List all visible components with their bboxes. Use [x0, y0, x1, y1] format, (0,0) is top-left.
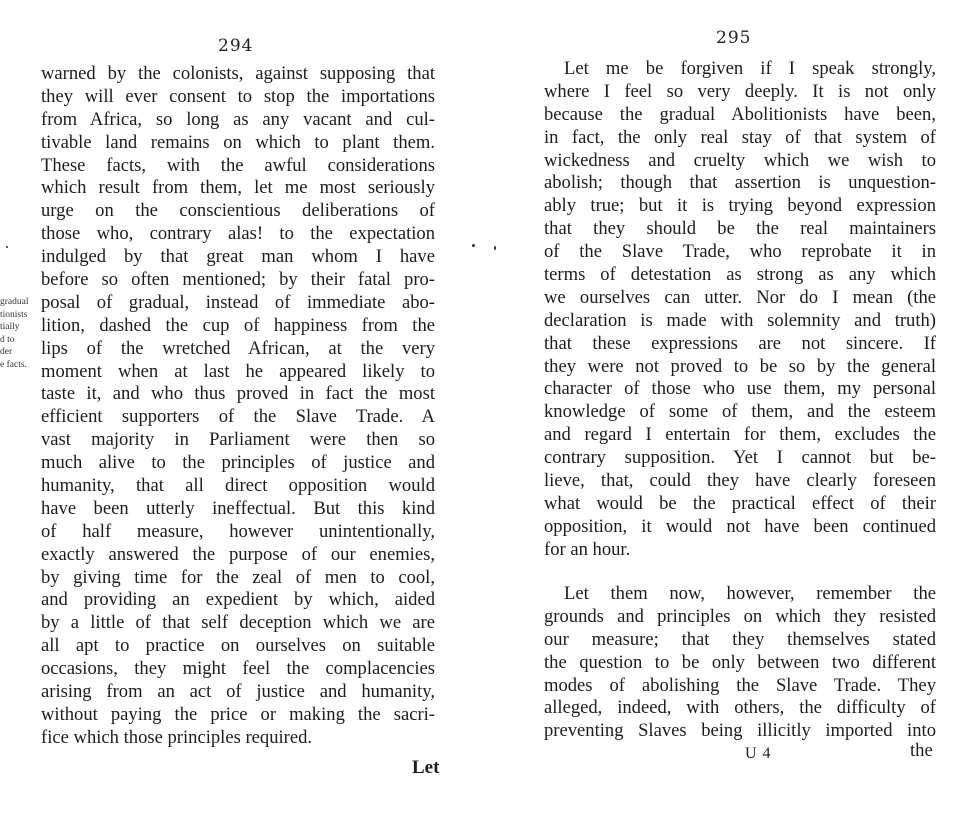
text-line: humanity, that all direct opposition would — [41, 475, 435, 497]
text-line: all apt to practice on ourselves on suitable — [41, 635, 435, 657]
text-line: preventing Slaves being illicitly imported into — [544, 720, 936, 742]
text-line: where I feel so very deeply. It is not only — [544, 80, 936, 102]
text-line: they will ever consent to stop the importations — [41, 85, 435, 107]
text-line: in fact, the only real stay of that system of — [544, 126, 936, 148]
margin-note-line: gradual — [0, 297, 29, 307]
text-line: warned by the colonists, against supposing that — [41, 63, 435, 84]
text-line: efficient supporters of the Slave Trade. A — [41, 406, 435, 428]
margin-note-line: d to — [0, 334, 15, 345]
text-line: have been utterly ineffectual. But this kind — [41, 497, 435, 519]
text-line: lieve, that, could they have clearly foreseen — [544, 470, 936, 492]
text-line: the question to be only between two different — [544, 651, 936, 673]
left-page-number: 294 — [218, 36, 254, 56]
text-line: arising from an act of justice and humanity, — [41, 681, 435, 703]
text-line: lition, dashed the cup of happiness from the — [41, 314, 435, 336]
text-line: indulged by that great man whom I have — [41, 246, 435, 268]
text-line: lips of the wretched African, at the very — [41, 337, 435, 359]
text-line: alleged, indeed, with others, the difficulty of — [544, 697, 936, 719]
margin-note-line: tially — [0, 322, 20, 332]
text-line: moment when at last he appeared likely to — [41, 360, 435, 382]
text-line: our measure; that they themselves stated — [544, 628, 936, 650]
text-line: taste it, and who thus proved in fact the most — [41, 383, 435, 405]
text-line: modes of abolishing the Slave Trade. They — [544, 674, 936, 696]
text-line: and providing an expedient by which, aided — [41, 589, 435, 611]
text-line: because the gradual Abolitionists have been, — [544, 103, 936, 125]
text-line: grounds and principles on which they resisted — [544, 605, 936, 627]
text-line: and regard I entertain for them, excludes the — [544, 424, 936, 446]
text-line: before so often mentioned; by their fatal pro- — [41, 269, 435, 291]
right-page-number: 295 — [716, 28, 752, 48]
text-line: terms of detestation as strong as any which — [544, 264, 936, 286]
right-paragraph-2 — [544, 583, 936, 743]
text-line: tivable land remains on which to plant them. — [41, 131, 435, 153]
text-line: wickedness and cruelty which we wish to — [544, 149, 936, 171]
text-line: we ourselves can utter. Nor do I mean (the — [544, 286, 936, 308]
right-paragraph-1 — [544, 58, 936, 562]
text-line: of the Slave Trade, who reprobate it in — [544, 241, 936, 263]
margin-note-line: tionists — [0, 309, 28, 320]
text-line: without paying the price or making the sacri- — [41, 703, 435, 725]
text-line: knowledge of some of them, and the esteem — [544, 401, 936, 423]
text-line: fice which those principles required. — [41, 726, 313, 748]
right-catchword: the — [910, 740, 933, 761]
text-line: declaration is made with solemnity and truth) — [544, 309, 936, 331]
text-line: of half measure, however unintentionally, — [41, 520, 435, 542]
text-line: vast majority in Parliament were then so — [41, 429, 435, 451]
text-line: much alive to the principles of justice and — [41, 452, 435, 474]
text-line: Let me be forgiven if I speak strongly, — [564, 58, 936, 79]
margin-note-line: der — [0, 347, 13, 357]
text-line: they were not proved to be so by the general — [544, 355, 936, 377]
text-line: character of those who use them, my personal — [544, 378, 936, 400]
margin-note-line: e facts. — [0, 359, 27, 370]
text-line: These facts, with the awful considerations — [41, 154, 435, 176]
text-line: exactly answered the purpose of our enemies, — [41, 543, 435, 565]
signature-mark: U 4 — [745, 745, 772, 762]
text-line: occasions, they might feel the complacencies — [41, 658, 435, 680]
text-line: from Africa, so long as any vacant and cul- — [41, 108, 435, 130]
text-line: posal of gradual, instead of immediate abo- — [41, 291, 435, 313]
text-line: abolish; though that assertion is unquestion- — [544, 172, 936, 194]
text-line: for an hour. — [544, 538, 631, 560]
ink-speck — [472, 244, 475, 247]
text-line: contrary supposition. Yet I cannot but be- — [544, 447, 936, 469]
ink-speck — [494, 246, 496, 250]
text-line: urge on the conscientious deliberations of — [41, 200, 435, 222]
left-catchword: Let — [412, 757, 440, 778]
text-line: those who, contrary alas! to the expectation — [41, 223, 435, 245]
text-line: by a little of that self deception which we are — [41, 612, 435, 634]
text-line: what would be the practical effect of their — [544, 492, 936, 514]
text-line: which result from them, let me most seriously — [41, 177, 435, 199]
margin-note — [0, 296, 29, 371]
text-line: opposition, it would not have been continued — [544, 515, 936, 537]
text-line: that they should be the real maintainers — [544, 218, 936, 240]
left-page-text — [41, 63, 435, 750]
text-line: that these expressions are not sincere. If — [544, 332, 936, 354]
ink-speck — [6, 246, 8, 248]
text-line: ably true; but it is trying beyond expression — [544, 195, 936, 217]
text-line: by giving time for the zeal of men to cool, — [41, 566, 435, 588]
text-line: Let them now, however, remember the — [564, 583, 936, 604]
